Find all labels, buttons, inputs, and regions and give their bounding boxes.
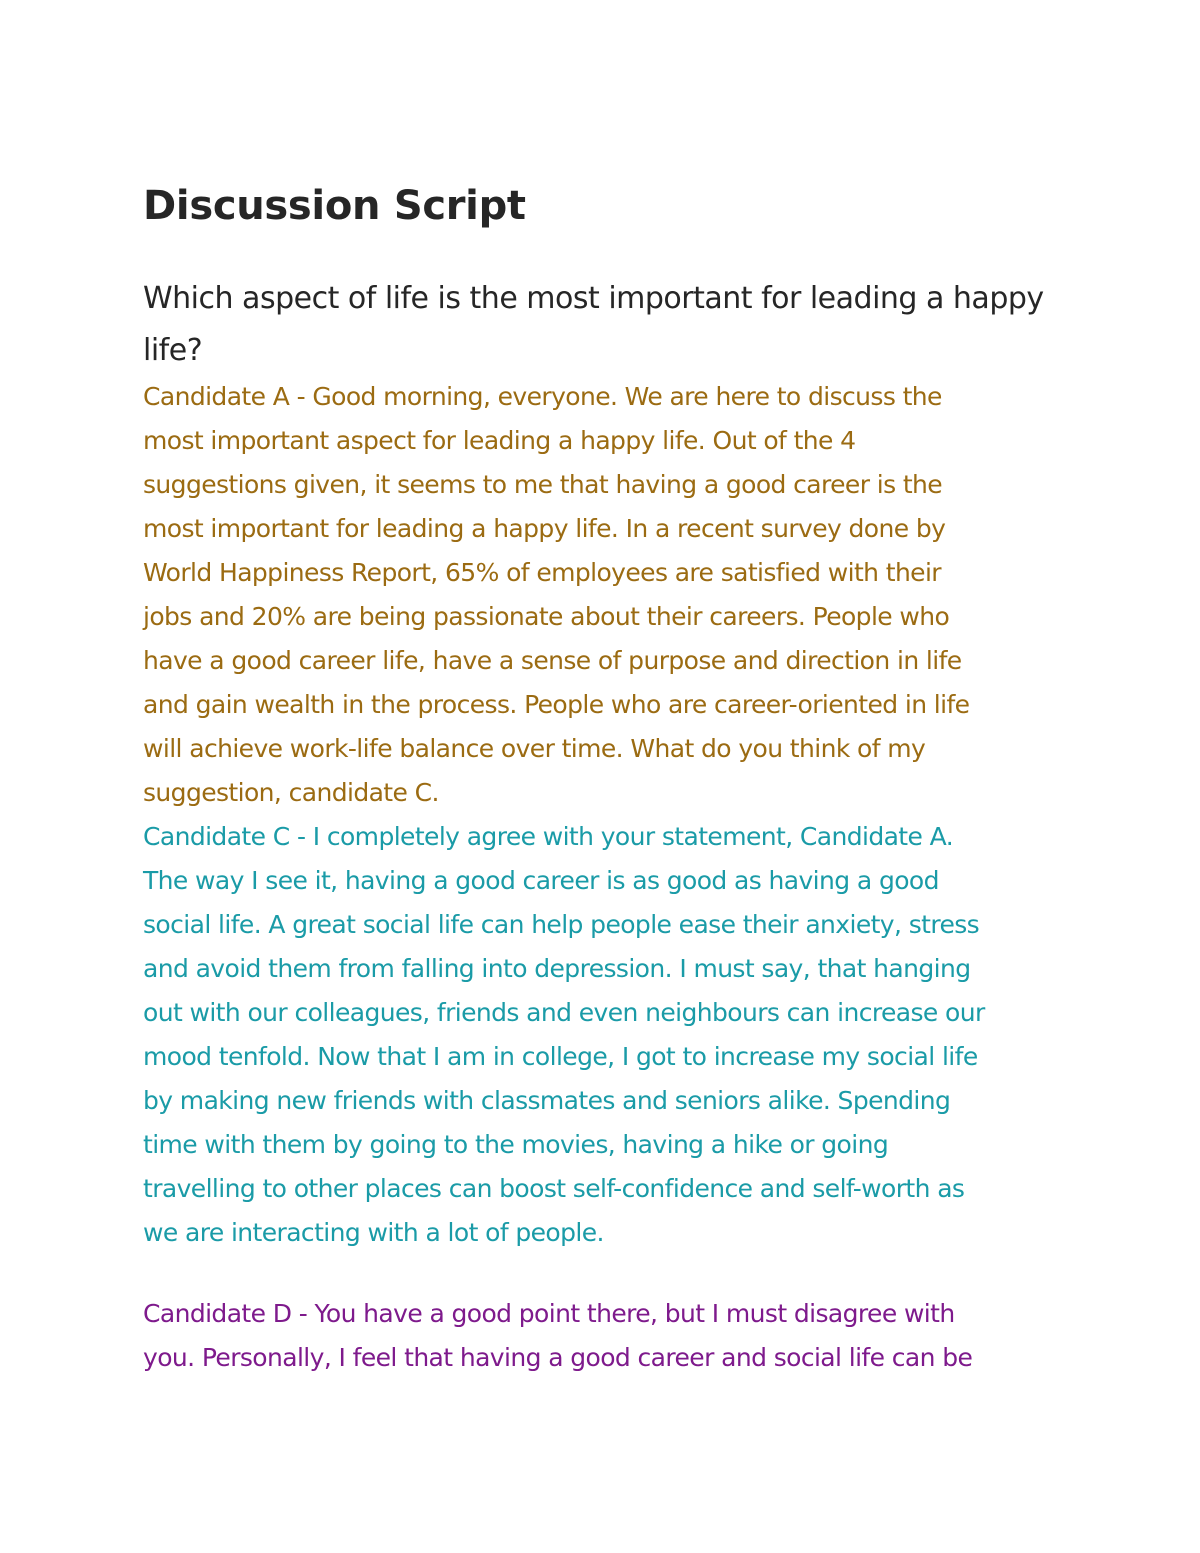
candidate-a-line: jobs and 20% are being passionate about their careers. People who <box>143 602 950 631</box>
candidate-d-paragraph <box>143 1292 972 1380</box>
candidate-c-paragraph <box>143 815 985 1255</box>
discussion-question: Which aspect of life is the most important for leading a happy life? <box>143 281 1044 368</box>
candidate-c-line: Candidate C - I completely agree with your statement, Candidate A. <box>143 822 954 851</box>
candidate-a-line: and gain wealth in the process. People who are career-oriented in life <box>143 690 970 719</box>
candidate-c-line: and avoid them from falling into depression. I must say, that hanging <box>143 954 971 983</box>
candidate-a-line: most important aspect for leading a happy life. Out of the 4 <box>143 426 856 455</box>
candidate-c-line: mood tenfold. Now that I am in college, I got to increase my social life <box>143 1042 978 1071</box>
candidate-a-line: have a good career life, have a sense of purpose and direction in life <box>143 646 962 675</box>
candidate-c-line: social life. A great social life can help people ease their anxiety, stress <box>143 910 980 939</box>
document-title: Discussion Script <box>143 183 526 229</box>
candidate-a-line: World Happiness Report, 65% of employees are satisfied with their <box>143 558 941 587</box>
candidate-c-line: we are interacting with a lot of people. <box>143 1218 604 1247</box>
candidate-a-line: suggestions given, it seems to me that having a good career is the <box>143 470 943 499</box>
candidate-d-line: Candidate D - You have a good point there, but I must disagree with <box>143 1299 955 1328</box>
candidate-a-line: most important for leading a happy life. In a recent survey done by <box>143 514 946 543</box>
candidate-a-line: will achieve work-life balance over time. What do you think of my <box>143 734 926 763</box>
candidate-c-line: out with our colleagues, friends and even neighbours can increase our <box>143 998 985 1027</box>
candidate-d-line: you. Personally, I feel that having a good career and social life can be <box>143 1343 973 1372</box>
candidate-c-line: by making new friends with classmates and seniors alike. Spending <box>143 1086 951 1115</box>
candidate-a-line: Candidate A - Good morning, everyone. We are here to discuss the <box>143 382 942 411</box>
candidate-a-paragraph <box>143 375 969 815</box>
candidate-a-line: suggestion, candidate C. <box>143 778 439 807</box>
candidate-c-line: time with them by going to the movies, having a hike or going <box>143 1130 889 1159</box>
candidate-c-line: travelling to other places can boost self-confidence and self-worth as <box>143 1174 965 1203</box>
candidate-c-line: The way I see it, having a good career is as good as having a good <box>143 866 939 895</box>
